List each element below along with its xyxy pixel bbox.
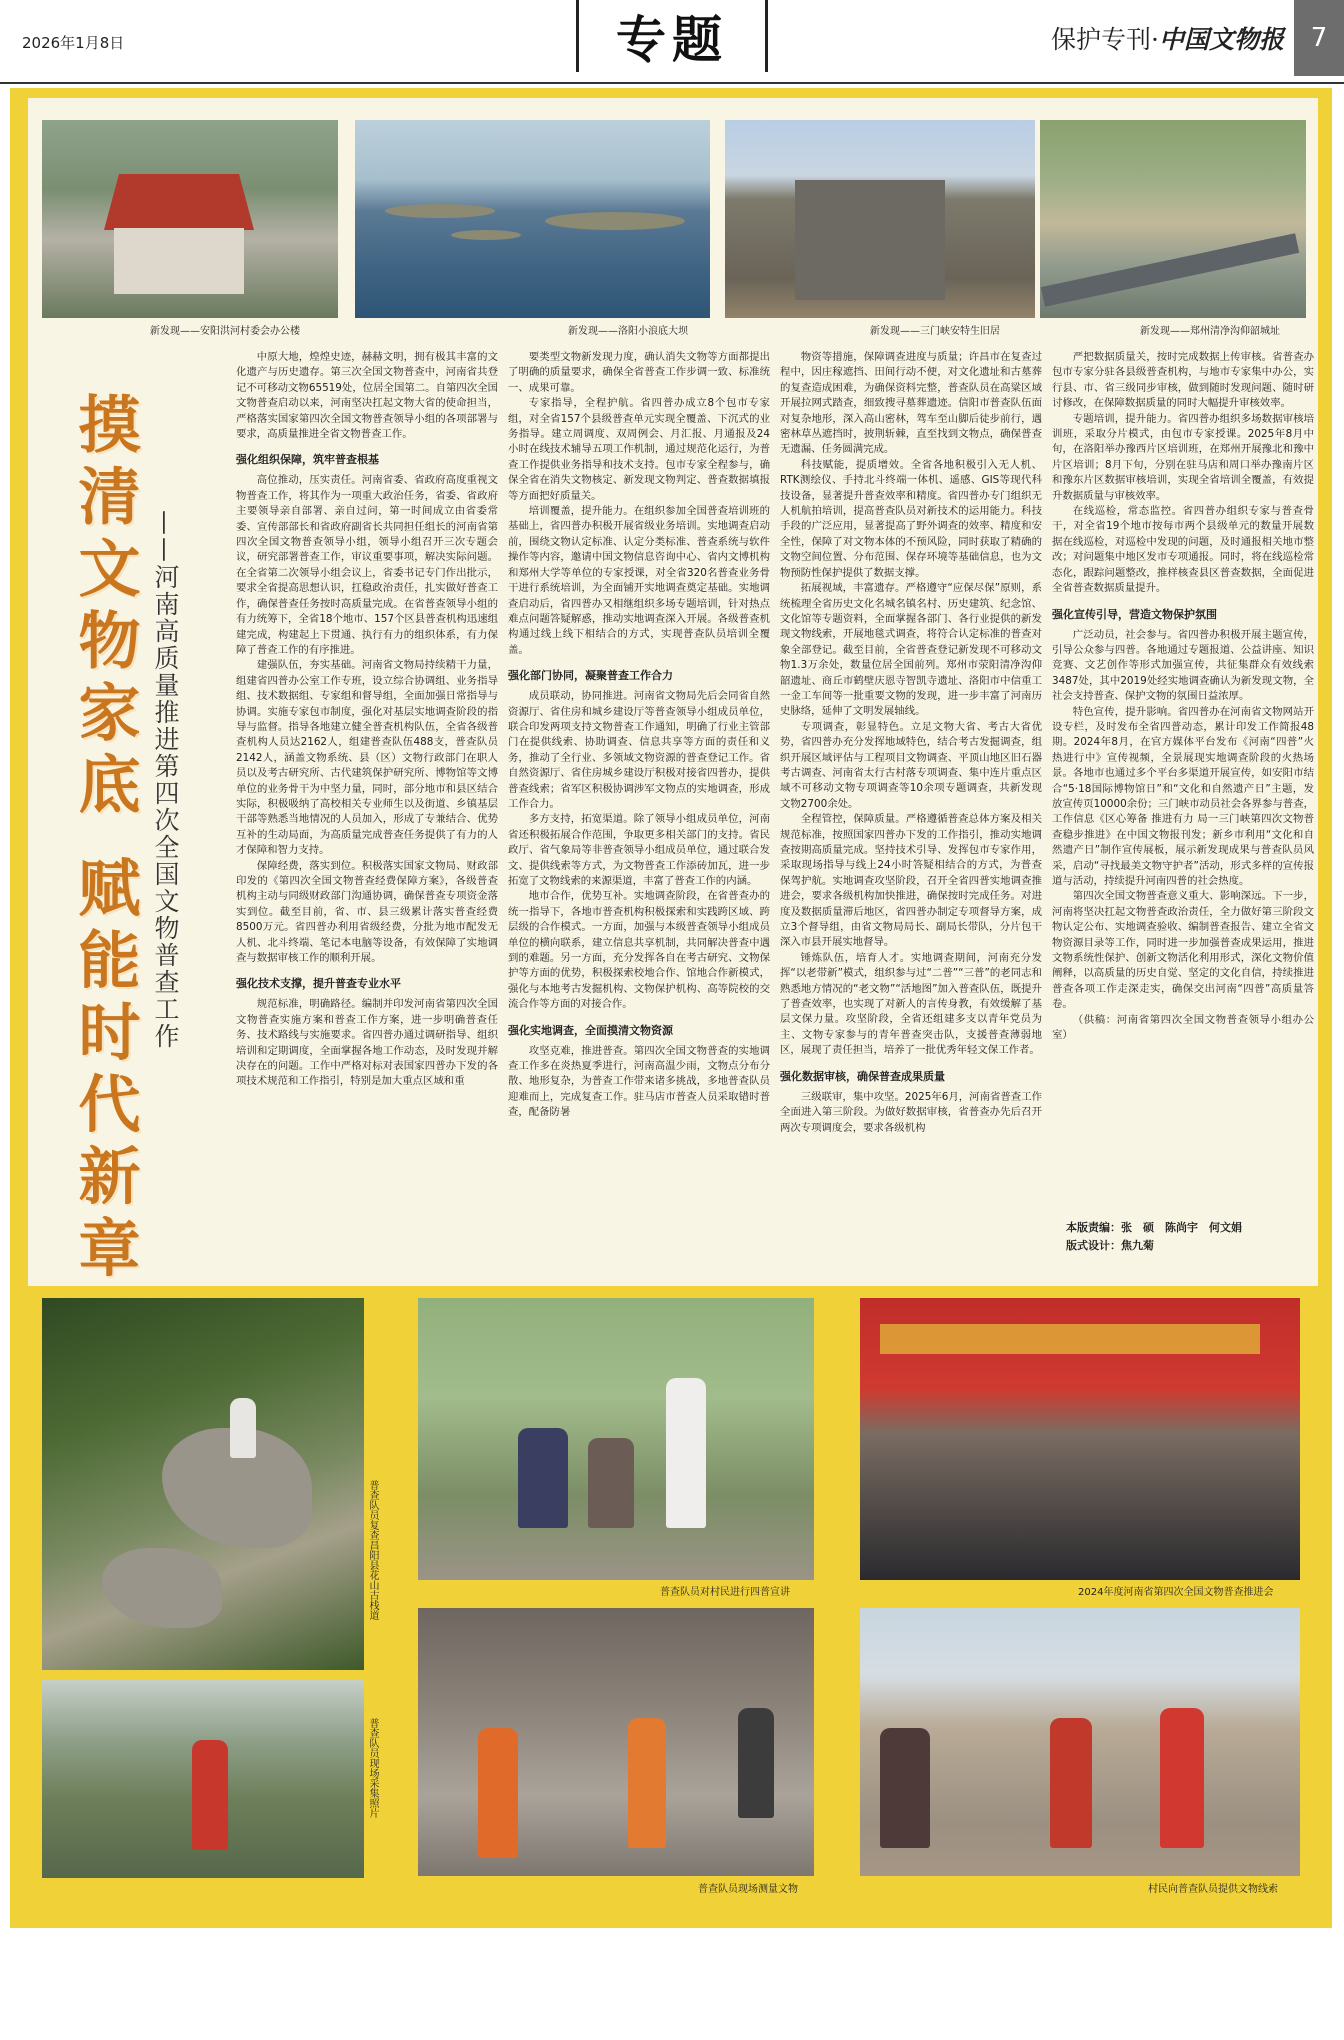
body-paragraph: 拓展视域，丰富遗存。严格遵守“应保尽保”原则，系统梳理全省历史文化名城名镇名村、历史建筑、纪念馆、文化馆等专题资料，全面掌握各部门、各行业提供的新发现文物线索，开展地毯式调查，将符合认定标准的普查对象全部登记。截至目前，全省普查登记新发现不可移动文物1.3万余处，数量位居全国前列。郑州市荥阳清净沟仰韶遗址、商丘市鹤壁庆恩寺智凯寺遗址、洛阳市中信重工一金工车间等一批重要文物的发现，进一步丰富了河南历史脉络，延伸了文明发展轴线。 [780,582,1042,718]
photo-xiaolangdi-dam [355,120,710,318]
credits [1066,1219,1242,1255]
page-number: 7 [1294,0,1344,76]
section-heading: 强化实地调查，全面摸清文物资源 [508,1023,673,1037]
section-heading: 强化部门协同，凝聚普查工作合力 [508,669,673,683]
body-paragraph: 在线巡检，常态监控。省四普办组织专家与普查骨干，对全省19个地市按每市两个县级单元的数量开展数据在线巡检，对巡检中发现的问题，及时通报相关地市整改；对问题集中地区发市专项通报。同时，将在线巡检常态化，跟踪问题整改，推样核查县区普查数据，全面促进全省普查数据质量提升。 [1052,505,1314,595]
photo-promotion-conference [860,1298,1300,1580]
masthead-divider [0,82,1344,84]
newspaper-brand: 中国文物报 [1158,25,1284,54]
photo-zhengzhou-city-site [1040,120,1306,318]
photo-surveyors-measure-relics [418,1608,814,1876]
body-paragraph: 严把数据质量关，按时完成数据上传审核。省普查办包市专家分驻各县级普查机构，与地市专家集中办公，实行县、市、省三级同步审核，做到随时发现问题、随时研讨修改，在保障数据质量的同时大幅提升审核效率。 [1052,351,1314,410]
body-paragraph: 第四次全国文物普查意义重大、影响深远。下一步，河南将坚决扛起文物普查政治责任，全力做好第三阶段文物认定公布、实地调查验收、编制普查报告、建立全省文物资源目录等工作，同时进一步加强普查成果运用，推进文物系统性保护、创新文物活化利用形式，深化文物价值阐释，以高质量的历史自觉、坚定的文化自信，持续推进普查各项工作走深走实，确保交出河南“四普”高质量答卷。 [1052,890,1314,1011]
section-title: 专题 [576,0,768,72]
body-paragraph: 锤炼队伍，培育人才。实地调查期间，河南充分发挥“以老带新”模式，组织参与过“二普”“三普”的老同志和熟悉地方情况的“老文物”“活地图”加入普查队伍，既提升了普查效率，也实现了对新人的言传身教，有效缓解了基层文保力量。攻坚阶段，全省还组建多支以青年党员为主、文物专家参与的青年普查突击队，支援普查薄弱地区，展现了责任担当，培养了一批优秀年轻文保工作者。 [780,951,1042,1057]
section-heading: 强化数据审核，确保普查成果质量 [780,1069,945,1083]
body-paragraph: 中原大地，煌煌史迹，赫赫文明，拥有极其丰富的文化遗产与历史遗存。第三次全国文物普查中，河南省共登记不可移动文物65519处，位居全国第二。自第四次全国文物普查启动以来，河南坚决扛起文物大省的使命担当，严格落实国家第四次全国文物普查领导小组的各项部署与要求，高质量推进全省文物普查工作。 [236,351,498,441]
body-paragraph: 地市合作，优势互补。实地调查阶段，在省普查办的统一指导下，各地市普查机构积极探索和实践跨区域、跨层级的合作模式。一方面，加强与本级普查领导小组成员单位的横向联系，建立信息共享机制，共同解决普查中遇到的难题。另一方面，充分发挥各自在考古研究、文物保护等方面的优势，积极探索校地合作、馆地合作新模式，强化与本地考古发掘机构、文物保护机构、高等院校的交流合作等方面的对接合作。 [508,890,770,1011]
caption-photo-1: 新发现——安阳洪河村委会办公楼 [150,326,300,337]
caption-photo-9: 普查队员现场测量文物 [698,1884,798,1895]
body-paragraph: 规范标准，明确路径。编制并印发河南省第四次全国文物普查实施方案和普查工作方案，进一步明确普查任务、技术路线与实施要求。省四普办通过调研指导、组织培训和定期调度，全面掌握各地工作动态，及时发现并解决存在的问题。工作中严格对标对表国家四普办下发的各项技术规范和工作指引，特别是加大重点区域和重 [236,998,498,1088]
masthead [0,0,1344,82]
caption-photo-7: 2024年度河南省第四次全国文物普查推进会 [1078,1587,1274,1598]
body-paragraph: 攻坚克难，推进普查。第四次全国文物普查的实地调查工作多在炎热夏季进行，河南高温少雨，文物点分布分散、地形复杂，为普查工作带来诸多挑战，多地普查队员迎难而上，完成复查工作。驻马店市普查人员采取错时普查，配备防暑 [508,1044,770,1119]
body-paragraph: 三级联审，集中攻坚。2025年6月，河南省普查工作全面进入第三阶段。为做好数据审核，省普查办先后召开两次专项调度会，要求各级机构 [780,1090,1042,1134]
article-column-3 [780,350,1042,1275]
body-paragraph: 专家指导，全程护航。省四普办成立8个包市专家组，对全省157个县级普查单元实现全覆盖、下沉式的业务指导。建立周调度、双周例会、月汇报、月通报及24小时在线技术辅导五项工作机制，通过规范化运行，为普查工作提供业务指导和技术支持。包市专家全程参与，确保全省在消失文物核定、新发现文物判定、普查数据填报等方面把好质量关。 [508,397,770,502]
body-paragraph: 保障经费，落实到位。积极落实国家文物局、财政部印发的《第四次全国文物普查经费保障方案》，各级普查机构主动与同级财政部门沟通协调，确保普查专项资金落实到位。截至目前，省、市、县三级累计落实普查经费8500万元。省四普办利用省级经费，分批为地市配发无人机、北斗终端、笔记本电脑等设备，有效保障了实地调查与数据审核工作的顺利开展。 [236,859,498,965]
body-paragraph: 科技赋能，提质增效。全省各地积极引入无人机、RTK测绘仪、手持北斗终端一体机、遥感、GIS等现代科技设备，显著提升普查效率和精度。省四普办专门组织无人机航拍培训，提高普查队员对新技术的运用能力。科技手段的广泛应用，显著提高了野外调查的效率、精度和安全性，保障了对文物本体的不预风险，同时获取了精确的文物空间位置、分布范围、保存环境等基础信息，也为文物预防性保护提供了数据支撑。 [780,458,1042,579]
photo-villager-outreach [418,1298,814,1580]
body-paragraph: （供稿：河南省第四次全国文物普查领导小组办公室） [1052,1013,1314,1042]
body-paragraph: 特色宣传，提升影响。省四普办在河南省文物网站开设专栏，及时发布全省四普动态，累计印发工作简报48期。2024年8月，在官方媒体平台发布《河南“四普”火热进行中》宣传视频，全景展现实地调查阶段的火热场景。各地市也通过多个平台多渠道开展宣传，如安阳市结合“5·18国际博物馆日”和“文化和自然遗产日”主题，发放宣传页10000余份；三门峡市动员社会各界参与普查，工作信息《区心筹备 推进有力 局一三门峡第四次文物普查稳步推进》在中国文物报刊发；新乡市利用“文化和自然遗产日”制作宣传展板，展示新发现成果与普查队员风采，启动“寻找最美文物守护者”活动，形式多样的宣传报道与活动，持续提升河南四普的社会热度。 [1052,705,1314,887]
body-paragraph: 要类型文物新发现力度，确认消失文物等方面都提出了明确的质量要求，确保全省普查工作步调一致、标准统一、成果可靠。 [508,351,770,394]
body-paragraph: 成员联动，协同推进。河南省文物局先后会同省自然资源厅、省住房和城乡建设厅等普查领导小组成员单位，联合印发两项支持文物普查工作通知，明确了行业主管部门在提供线索、协助调查、信息共享等方面的责任和义务，推动了全行业、多领域文物资源的普查登记工作。省自然资源厅、省住房城乡建设厅积极对接省四普办，提供普查线索；省军区积极协调涉军文物点的实地调查，形成工作合力。 [508,690,770,810]
credits-editors: 本版责编：张 硕 陈尚宇 何文娟 [1066,1221,1242,1234]
publication-name [1051,20,1284,56]
credits-designer: 版式设计：焦九菊 [1066,1239,1154,1252]
caption-photo-10: 村民向普查队员提供文物线索 [1148,1884,1278,1895]
headline-subtitle: ——河南高质量推进第四次全国文物普查工作 [151,510,180,1050]
body-paragraph: 物资等措施，保障调查进度与质量；许昌市在复查过程中，因庄稼遮挡、田间行动不便，对文化遗址和古墓葬的复查造成困难，为确保资料完整，普查队员在高粱区域开展拉网式踏查，细致搜寻墓葬遗迹。信阳市普查队伍面对复杂地形，深入高山密林，驾车至山脚后徒步前行，遇密林草丛遮挡时，披荆斩棘，直至找到文物点，确保普查无遗漏、任务圆满完成。 [780,351,1042,456]
body-paragraph: 建强队伍，夯实基础。河南省文物局持续精干力量，组建省四普办公室工作专班，设立综合协调组、业务指导组、技术数据组、专家组和督导组，全面加强日常指导与协调。实施专家包市制度，强化对基层实地调查阶段的指导与监督。指导各地建立健全普查机构队伍，全省各级普查机构人员达2162人，组建普查队伍488支，普查队员2142人，涵盖文物系统、县（区）文物行政部门在职人员以及考古研究所、古代建筑保护研究所、博物馆等文博单位的业务骨干为中坚力量，同时，部分地市和县区结合实际，积极吸纳了高校相关专业师生以及街道、乡镇基层干部等熟悉当地情况的人员加入，形成了专兼结合、优势互补的生动局面，为高质量完成普查任务提供了有力的人才保障和智力支持。 [236,659,498,857]
issue-date: 2026年1月8日 [22,34,125,52]
supplement-label: 保护专刊· [1051,25,1159,54]
caption-photo-6: 普查队员对村民进行四普宣讲 [660,1587,790,1598]
article-column-1 [236,350,498,1275]
body-paragraph: 高位推动，压实责任。河南省委、省政府高度重视文物普查工作，将其作为一项重大政治任务，省委、省政府主要领导亲自部署、亲自过问，第一时间成立由省委常委、宣传部部长和省政府副省长共同担任组长的河南省第四次全国文物普查领导小组，领导小组召开三次专题会议，研究部署普查工作，审议重要事项，解决实际问题。在全省第二次领导小组会议上，省委书记专门作出批示，要求全省提高思想认识，扛稳政治责任，扎实做好普查工作，确保普查任务按时高质量完成。在省普查领导小组的有力统筹下，全省18个地市、157个区县普查机构迅速组建完成，构建起上下贯通、执行有力的组织体系，有力保障了普查工作的有序推进。 [236,474,498,656]
caption-photo-5: 普查队员复查昌阳县花山古栈道 [367,1480,378,1620]
caption-photo-3: 新发现——三门峡安特生旧居 [870,326,1000,337]
section-heading: 强化宣传引导，营造文物保护氛围 [1052,607,1217,621]
photo-villagers-provide-leads [860,1608,1300,1876]
section-heading: 强化组织保障，筑牢普查根基 [236,453,379,467]
caption-photo-2: 新发现——洛阳小浪底大坝 [568,326,688,337]
photo-plank-road-survey [42,1298,364,1670]
caption-photo-8: 普查队员现场采集照片 [367,1718,378,1818]
article-column-2 [508,350,770,1275]
body-paragraph: 全程管控，保障质量。严格遵循普查总体方案及相关规范标准，按照国家四普办下发的工作指引，推动实地调查按期高质量完成。坚持技术引导、发挥包市专家作用，采取现场指导与线上24小时答疑相结合的方式，为普查保驾护航。实地调查攻坚阶段，召开全省四普实地调查推进会，要求各级机构加快推进，确保按时完成任务。对进度及数据质量滞后地区，省四普办制定专项督导方案，成立3个督导组，由省文物局局长、副局长带队，分片包干深入市县开展实地督导。 [780,813,1042,949]
body-paragraph: 专题培训，提升能力。省四普办组织多场数据审核培训班，采取分片模式，由包市专家授课。2025年8月中旬，在洛阳举办豫西片区培训班，在郑州开展豫北和豫中片区培训；8月下旬，分别在驻马店和周口举办豫南片区和豫东片区数据审核培训，实现全省培训全覆盖，有效提升数据质量与审核效率。 [1052,412,1314,502]
body-paragraph: 培训覆盖，提升能力。在组织参加全国普查培训班的基础上，省四普办积极开展省级业务培训。实地调查启动前，围绕文物认定标准、认定分类标准、普查系统与软件操作等内容，邀请中国文物信息咨询中心、省内文博机构和郑州大学等单位的专家授课，对全省320名普查业务骨干进行系统培训，为全面铺开实地调查奠定基础。实地调查启动后，省四普办又相继组织多场专题培训，针对热点难点问题答疑解惑，推动实地调查深入开展。各级普查机构通过线上线下相结合的方式，实现普查队员培训全覆盖。 [508,505,770,656]
headline-title: 摸清文物家底 赋能时代新章 [68,392,141,1288]
section-heading: 强化技术支撑，提升普查专业水平 [236,977,401,991]
photo-anyang-village-office [42,120,338,318]
body-paragraph: 广泛动员，社会参与。省四普办积极开展主题宣传，引导公众参与四普。各地通过专题报道、公益讲座、知识竞赛、文艺创作等形式加强宣传，共征集群众有效线索3487处，其中2019处经实地调查确认为新发现文物，全社会支持普查、保护文物的氛围日益浓厚。 [1052,628,1314,703]
photo-sanmenxia-residence [725,120,1035,318]
body-paragraph: 专项调查，彰显特色。立足文物大省、考古大省优势，省四普办充分发挥地域特色，结合考古发掘调查，组织开展区域评估与工程项目文物调查、平顶山地区旧石器考古调查、河南省太行古村落专项调查、集中连片重点区域不可移动文物专项调查等10余项专题调查，共新发现文物2700余处。 [780,720,1042,810]
photo-collecting-images [42,1680,364,1878]
article-column-4 [1052,350,1314,1220]
caption-photo-4: 新发现——郑州清净沟仰韶城址 [1140,326,1280,337]
body-paragraph: 多方支持，拓宽渠道。除了领导小组成员单位，河南省还积极拓展合作范围，争取更多相关部门的支持。省民政厅、省气象局等非普查领导小组成员单位，通过联合发文、提供线索等方式，为文物普查工作添砖加瓦，进一步拓宽了文物线索的来源渠道，丰富了普查工作的内涵。 [508,813,770,887]
